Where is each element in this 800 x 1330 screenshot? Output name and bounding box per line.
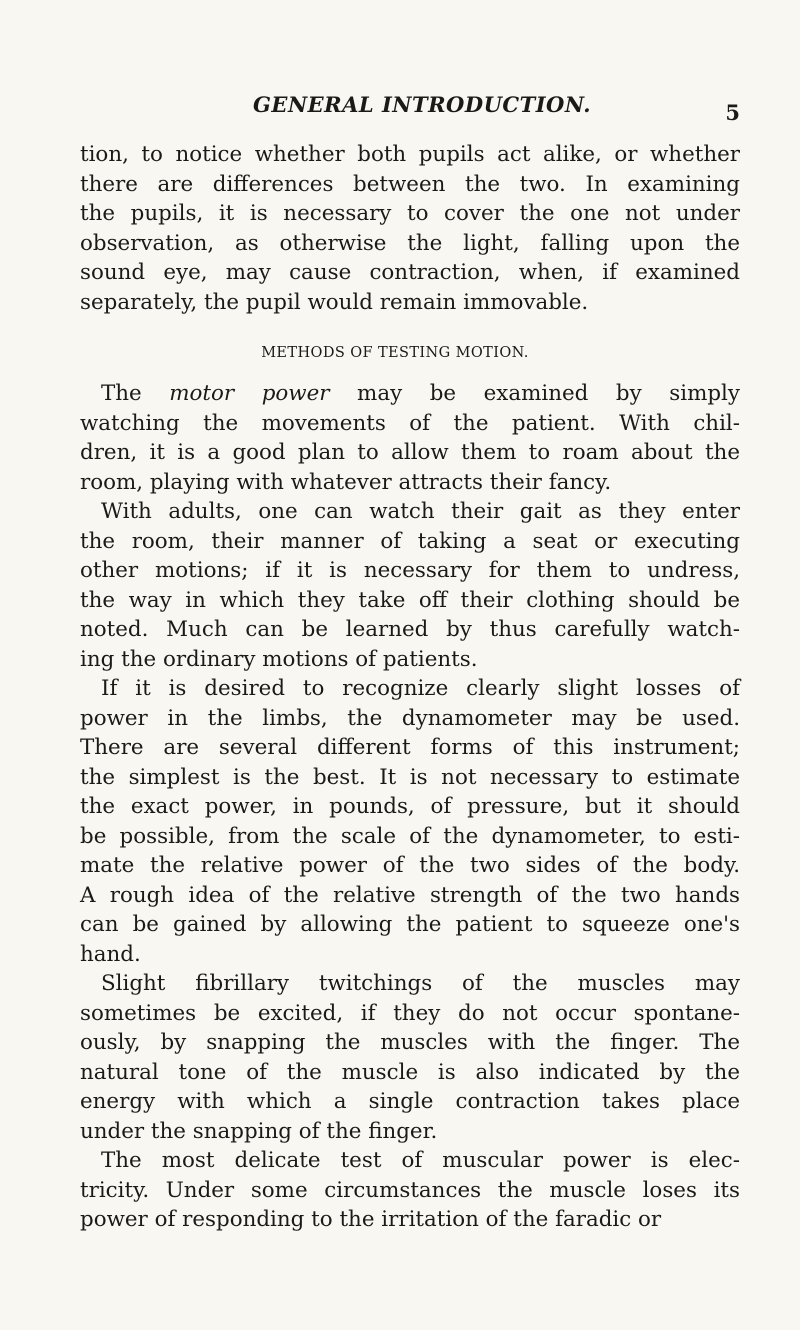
section-heading: METHODS OF TESTING MOTION. — [261, 345, 529, 361]
text-line: hand. — [80, 941, 141, 967]
text-line-with-emphasis — [80, 379, 740, 409]
text-line: the exact power, in pounds, of pressure, but it should — [80, 794, 740, 819]
text-line: With adults, one can watch their gait as they enter — [101, 499, 740, 524]
text-fragment: The — [101, 381, 170, 406]
text-line: noted. Much can be learned by thus carefully watch- — [80, 617, 740, 642]
text-line: Slight fibrillary twitchings of the muscles may — [101, 971, 740, 996]
text-line: ing the ordinary motions of patients. — [80, 646, 478, 672]
text-line: natural tone of the muscle is also indicated by the — [80, 1059, 740, 1085]
text-line: under the snapping of the finger. — [80, 1118, 438, 1144]
text-line: the room, their manner of taking a seat or executing — [80, 528, 740, 554]
text-line: separately, the pupil would remain immovable. — [80, 289, 589, 315]
text-line: there are differences between the two. In examining — [80, 171, 740, 197]
text-line: ously, by snapping the muscles with the finger. The — [80, 1030, 740, 1055]
text-line: mate the relative power of the two sides of the body. — [80, 853, 740, 878]
text-line: dren, it is a good plan to allow them to roam about the — [80, 440, 740, 465]
text-line: The most delicate test of muscular power is elec- — [101, 1148, 740, 1173]
text-fragment: may be examined by simply — [329, 381, 740, 406]
text-line: sometimes be excited, if they do not occur spontane- — [80, 1000, 740, 1026]
emphasized-term: motor power — [169, 381, 330, 406]
text-line: other motions; if it is necessary for them to undress, — [80, 558, 740, 583]
page-number: 5 — [725, 100, 740, 125]
text-line: A rough idea of the relative strength of the two hands — [80, 882, 740, 908]
text-line: There are several different forms of this instrument; — [80, 735, 740, 760]
text-line: watching the movements of the patient. With chil- — [80, 410, 740, 436]
text-line: can be gained by allowing the patient to squeeze one's — [80, 912, 740, 937]
text-line: If it is desired to recognize clearly slight losses of — [101, 676, 740, 701]
body-text — [80, 140, 740, 1235]
text-line: tion, to notice whether both pupils act alike, or whether — [80, 142, 740, 167]
text-line: energy with which a single contraction takes place — [80, 1089, 740, 1114]
text-line: the simplest is the best. It is not necessary to estimate — [80, 764, 740, 790]
text-line: room, playing with whatever attracts their fancy. — [80, 469, 612, 495]
text-line: power in the limbs, the dynamometer may be used. — [80, 705, 740, 731]
running-title: GENERAL INTRODUCTION. — [253, 92, 591, 117]
text-line: tricity. Under some circumstances the muscle loses its — [80, 1177, 740, 1203]
text-line: sound eye, may cause contraction, when, if examined — [80, 260, 740, 285]
text-line: power of responding to the irritation of the faradic or — [80, 1207, 662, 1232]
text-line: the way in which they take off their clothing should be — [80, 587, 740, 613]
running-head — [80, 92, 740, 125]
text-line: the pupils, it is necessary to cover the one not under — [80, 201, 740, 226]
text-line: be possible, from the scale of the dynamometer, to esti- — [80, 823, 740, 849]
text-line: observation, as otherwise the light, falling upon the — [80, 230, 740, 256]
